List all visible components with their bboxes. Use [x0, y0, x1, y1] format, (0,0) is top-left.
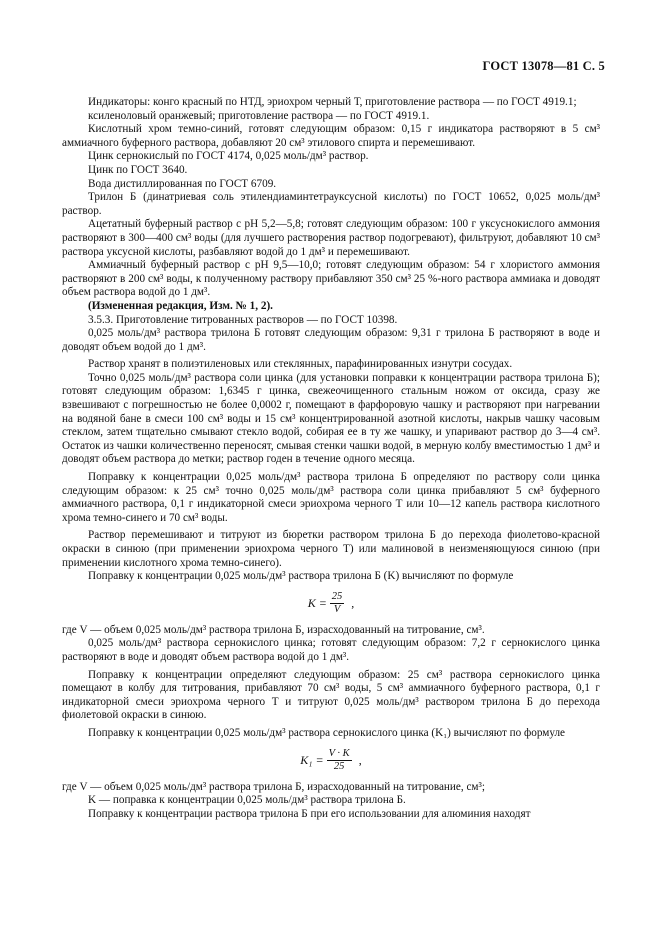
- paragraph: Раствор хранят в полиэтиленовых или стеклянных, парафинированных изнутри сосудах.: [88, 358, 513, 371]
- formula-k: [62, 584, 600, 624]
- paragraph: Кислотный хром темно-синий, готовят следующим образом: 0,15 г индикатора растворяют в 5 см³ аммиачного буферного раствора, добавляют 20 см³ этилового спирта и перемешивают.: [62, 123, 600, 149]
- text-block-3: [62, 781, 600, 822]
- formula-k1-tail: ,: [358, 752, 362, 767]
- page-header: ГОСТ 13078—81 С. 5: [482, 59, 605, 73]
- formula-k1: [62, 741, 600, 781]
- formula-k-fraction: [330, 591, 345, 616]
- paragraph: Поправку к концентрации 0,025 моль/дм³ раствора трилона Б (K) вычисляют по формуле: [88, 570, 514, 583]
- paragraph: Индикаторы: конго красный по НТД, эриохром черный Т, приготовление раствора — по ГОСТ 4919.1;: [88, 96, 577, 108]
- paragraph: где V — объем 0,025 моль/дм³ раствора трилона Б, израсходованный на титрование, см³;: [62, 780, 485, 793]
- formula-k1-fraction: [327, 748, 352, 773]
- paragraph: Точно 0,025 моль/дм³ раствора соли цинка (для установки поправки к концентрации раствора трилона Б); готовят следующим образом: 1,6345 г цинка, свежеочищенного стальным ножом от оксида, сразу же взвешивают с погрешностью не более 0,0002 г, помещают в фарфоровую чашку и растворяют при нагревании на водяной бане в смеси 100 см³ воды и 15 см³ концентрированной азотной кислоты, накрыв чашку часовым стеклом, затем тщательно смывают стекло водой, собирая ее в ту же чашку, и упаривают раствор до 3—4 см³. Остаток из чашки количественно переносят, смывая стенки чашки водой, в мерную колбу вместимостью 1 дм³ и доводят объем раствора до метки; раствор годен в течение одного месяца.: [62, 371, 600, 466]
- paragraph: Поправку к концентрации определяют следующим образом: 25 см³ раствора сернокислого цинка помещают в колбу для титрования, прибавляют 70 см³ воды, 5 см³ аммиачного буферного раствора, 0,1 г индикаторной смеси эриохрома черного Т и титруют 0,025 моль/дм³ раствором трилона Б до перехода фиолетовой окраски в синюю.: [62, 668, 600, 722]
- paragraph: (Измененная редакция, Изм. № 1, 2).: [88, 299, 273, 312]
- text-block-1: [62, 96, 600, 584]
- paragraph: ксиленоловый оранжевый; приготовление раствора — по ГОСТ 4919.1.: [88, 109, 430, 122]
- document-body: [62, 96, 600, 821]
- paragraph: Вода дистиллированная по ГОСТ 6709.: [88, 177, 277, 190]
- paragraph: Ацетатный буферный раствор с pH 5,2—5,8; готовят следующим образом: 100 г уксуснокислого аммония растворяют в 300—400 см³ воды (для лучшего растворения раствор подогревают), фильтруют, добавляют 10 см³ раствора уксусной кислоты, разбавляют водой до 1 дм³ и перемешивают.: [62, 218, 600, 258]
- paragraph: 0,025 моль/дм³ раствора трилона Б готовят следующим образом: 9,31 г трилона Б растворяют в воде и доводят объем водой до 1 дм³.: [62, 327, 600, 353]
- formula-k1-denominator: 25: [333, 761, 345, 773]
- paragraph: Поправку к концентрации раствора трилона Б при его использовании для алюминия находят: [88, 807, 531, 820]
- paragraph: Цинк по ГОСТ 3640.: [88, 163, 188, 176]
- formula-k-lhs: K =: [307, 595, 327, 610]
- formula-k-numerator: 25: [331, 591, 343, 603]
- formula-k-tail: ,: [351, 595, 355, 610]
- formula-k1-numerator: V · K: [328, 748, 350, 760]
- paragraph: 0,025 моль/дм³ раствора сернокислого цинка; готовят следующим образом: 7,2 г сернокислого цинка растворяют в воде и доводят объем раствора водой до 1 дм³.: [62, 637, 600, 663]
- paragraph: Раствор перемешивают и титруют из бюретки раствором трилона Б до перехода фиолетово-красной окраски в синюю (при применении эриохрома черного Т) или малиновой в неизменяющуюся синюю (при применении кислотного хрома темно-синего).: [62, 529, 600, 569]
- text-block-2: [62, 624, 600, 741]
- paragraph: K — поправка к концентрации 0,025 моль/дм³ раствора трилона Б.: [88, 794, 406, 807]
- paragraph: Поправку к концентрации 0,025 моль/дм³ раствора сернокислого цинка (K₁) вычисляют по формуле: [88, 726, 566, 739]
- paragraph: где V — объем 0,025 моль/дм³ раствора трилона Б, израсходованный на титрование, см³.: [62, 623, 485, 636]
- formula-k-denominator: V: [333, 604, 341, 616]
- paragraph: Аммиачный буферный раствор с pH 9,5—10,0; готовят следующим образом: 54 г хлористого аммония растворяют в 200 см³ воды, к полученному раствору прибавляют 350 см³ 25 %-ного раствора аммиака и доводят объем раствора водой до 1 дм³.: [62, 259, 600, 299]
- paragraph: Трилон Б (динатриевая соль этилендиаминтетрауксусной кислоты) по ГОСТ 10652, 0,025 моль/дм³ раствор.: [62, 191, 600, 217]
- formula-k1-lhs: K₁ =: [300, 752, 324, 767]
- paragraph: Цинк сернокислый по ГОСТ 4174, 0,025 моль/дм³ раствор.: [88, 150, 369, 163]
- paragraph: 3.5.3. Приготовление титрованных растворов — по ГОСТ 10398.: [88, 313, 398, 326]
- paragraph: Поправку к концентрации 0,025 моль/дм³ раствора трилона Б определяют по раствору соли цинка следующим образом: к 25 см³ точно 0,025 моль/дм³ раствора соли цинка прибавляют 5 см³ буферного аммиачного раствора, 0,1 г индикаторной смеси эриохрома черного Т или 10—12 капель раствора кислотного хрома темно-синего и 70 см³ воды.: [62, 471, 600, 524]
